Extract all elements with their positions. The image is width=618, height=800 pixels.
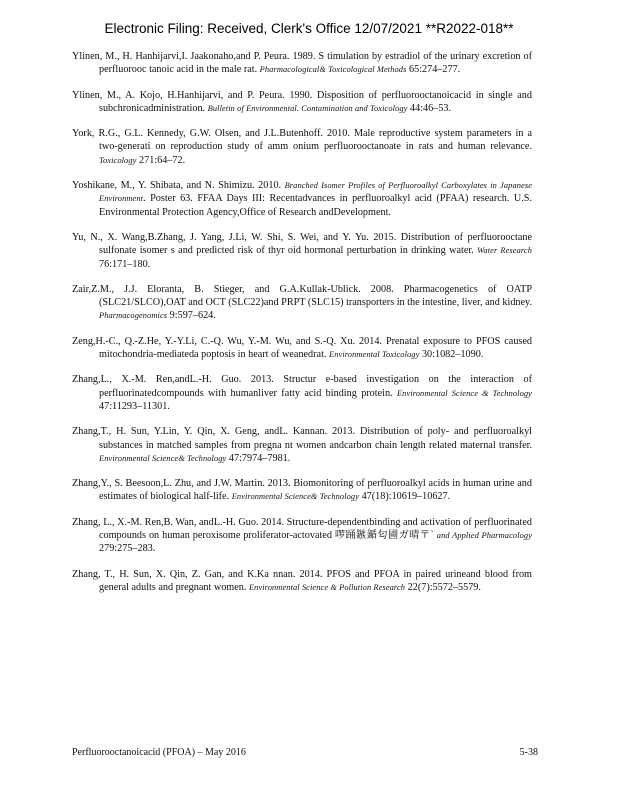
reference-entry	[72, 425, 532, 465]
reference-details: 47:11293–11301.	[99, 400, 170, 412]
reference-entry	[72, 179, 532, 219]
reference-text: Zhang,L., X.-M. Ren,andL.-H. Guo. 2013. Structur e-based investigation on the interaction of perfluorinatedcompounds with humanliver fatty acid binding protein.	[72, 374, 532, 399]
page-footer	[72, 747, 538, 758]
reference-details: 9:597–624.	[169, 310, 216, 322]
reference-text: Zhang,T., H. Sun, Y.Lin, Y. Qin, X. Geng, andL. Kannan. 2013. Distribution of poly- and perfluoroalkyl substances in matched samples from pregna nt women andcarbon chain length related maternal transfer.	[72, 426, 532, 451]
reference-entry	[72, 283, 532, 323]
reference-text: Zair,Z.M., J.J. Eloranta, B. Stieger, and G.A.Kullak-Ublick. 2008. Pharmacogenetics of OATP (SLC21/SLCO),OAT and OCT (SLC22)and PRPT (SLC15) transporters in the intestine, liver, and kidney.	[72, 283, 533, 309]
reference-text: Zhang,Y., S. Beesoon,L. Zhu, and J.W. Martin. 2013. Biomonitoring of perfluoroalkyl acids in human urine and estimates of biological half-life.	[72, 478, 532, 503]
reference-entry	[72, 335, 532, 362]
footer-title: Perfluorooctanoicacid (PFOA) – May 2016	[72, 747, 246, 758]
reference-text: Zhang, L., X.-M. Ren,B. Wan, andL.-H. Guo. 2014. Structure-dependentbinding and activation of perfluorinated compounds on human peroxisome proliferator-actovated 啰踊鏃鍎匂圃ガ晴〒`	[72, 516, 532, 542]
reference-journal: Pharmacological& Toxicological Methods	[259, 65, 407, 75]
reference-journal: Branched Isomer Profiles of Perfluoroalkyl Carboxylates in Japanese Environment	[99, 181, 533, 204]
reference-journal: Water Research	[477, 246, 533, 256]
reference-journal: Environmental Science& Technology	[99, 453, 227, 463]
reference-entry	[72, 50, 532, 77]
reference-list	[72, 50, 532, 606]
reference-text: Zhang, T., H. Sun, X. Qin, Z. Gan, and K.Ka nnan. 2014. PFOS and PFOA in paired urineand blood from general adults and pregnant women.	[72, 568, 532, 593]
reference-details: 279:275–283.	[99, 543, 156, 555]
reference-details: 76:171–180.	[99, 258, 151, 270]
reference-journal: Environmental Science& Technology	[231, 492, 360, 502]
reference-journal: Environmental Toxicology	[329, 350, 420, 360]
reference-entry	[72, 516, 532, 556]
reference-details: 44:46–53.	[410, 102, 452, 114]
reference-text: Zeng,H.-C., Q.-Z.He, Y.-Y.Li, C.-Q. Wu, Y.-M. Wu, and S.-Q. Xu. 2014. Prenatal exposure to PFOS caused mitochondria-mediateda poptosis in heart of weanedrat.	[72, 335, 532, 361]
reference-text: Ylinen, M., H. Hanhijarvi,I. Jaakonaho,and P. Peura. 1989. S timulation by estradiol of the urinary excretion of perfluorooc tanoic acid in the male rat.	[72, 51, 532, 76]
reference-journal: and Applied Pharmacology	[436, 531, 533, 541]
reference-text: Yoshikane, M., Y. Shibata, and N. Shimizu. 2010.	[72, 180, 282, 192]
reference-journal: Pharmacogenomics	[99, 311, 168, 321]
reference-journal: Toxicology	[99, 155, 137, 165]
reference-entry	[72, 89, 532, 116]
reference-details: . Poster 63. FFAA Days III: Recentadvances in perfluoroalkyl acid (PFAA) research. U.S. Environmental Protection Agency,Office of Research andDevelopment.	[99, 193, 532, 218]
reference-text: Ylinen, M., A. Kojo, H.Hanhijarvi, and P. Peura. 1990. Disposition of perfluorooctanoicacid in single and subchronicadministration.	[72, 89, 532, 114]
reference-journal: Environmental Science & Pollution Research	[248, 582, 406, 592]
reference-text: York, R.G., G.L. Kennedy, G.W. Olsen, and J.L.Butenhoff. 2010. Male reproductive system parameters in a two-generati on reproduction study of amm onium perfluorooctanoate in rats and human relevance.	[72, 128, 532, 153]
reference-details: 47(18):10619–10627.	[361, 491, 451, 503]
reference-text: Yu, N., X. Wang,B.Zhang, J. Yang, J.Li, W. Shi, S. Wei, and Y. Yu. 2015. Distribution of perfluorooctane sulfonate isomer s and predicted risk of thyr oid hormonal perturbation in drinking water.	[72, 231, 532, 257]
reference-entry	[72, 568, 532, 595]
page-header: Electronic Filing: Received, Clerk's Office 12/07/2021 **R2022-018**	[104, 21, 514, 36]
reference-details: 30:1082–1090.	[421, 349, 484, 361]
reference-entry	[72, 127, 532, 167]
reference-entry	[72, 477, 532, 504]
reference-journal: Environmental Science & Technology	[396, 388, 532, 398]
reference-details: 47:7974–7981.	[228, 452, 291, 464]
reference-journal: Bulletin of Environmental. Contamination and Toxicology	[207, 103, 408, 113]
reference-details: 271:64–72.	[139, 154, 186, 166]
reference-entry	[72, 231, 532, 271]
reference-entry	[72, 373, 532, 413]
reference-details: 65:274–277.	[409, 64, 461, 76]
page-number: 5-38	[519, 747, 538, 758]
reference-details: 22(7):5572–5579.	[407, 581, 481, 593]
